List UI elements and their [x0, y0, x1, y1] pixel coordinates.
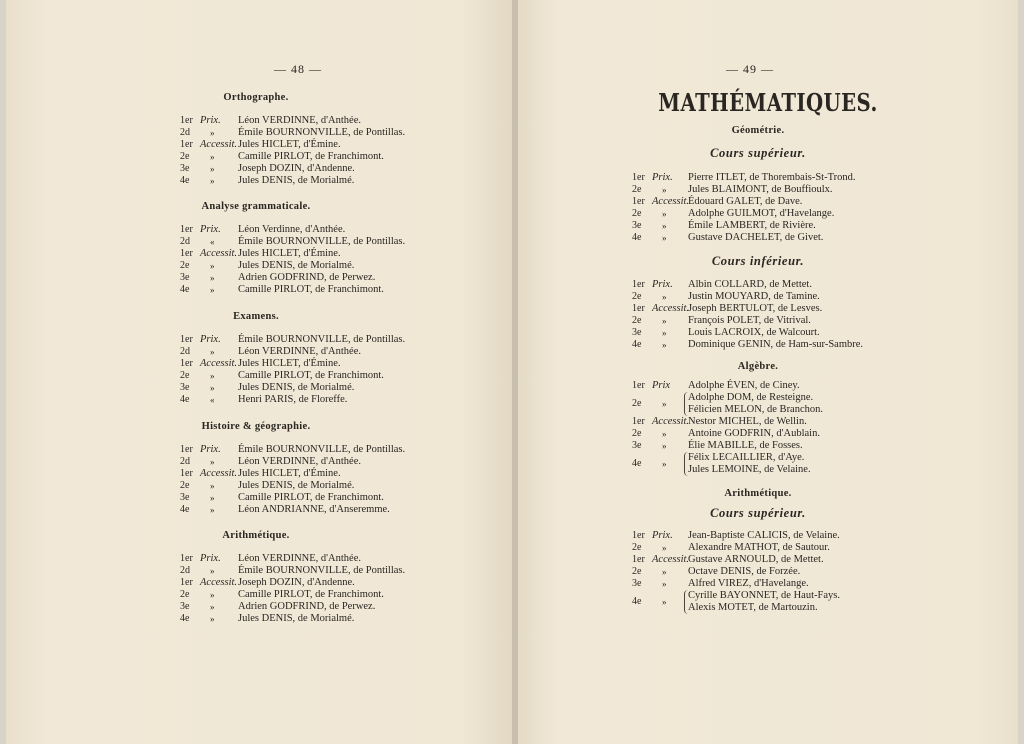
award: »: [210, 505, 215, 515]
laureate-name: Émile BOURNONVILLE, de Pontillas.: [238, 236, 406, 247]
page-number: — 48 —: [274, 62, 322, 76]
award: »: [210, 347, 215, 357]
award: »: [662, 221, 667, 231]
laureate-name: Léon ANDRIANNE, d'Anseremme.: [238, 504, 390, 515]
laureate-name: Jean-Baptiste CALICIS, de Velaine.: [688, 530, 840, 541]
laureate-name: Félix LECAILLIER, d'Aye.: [688, 452, 805, 463]
rank: 4e: [180, 284, 190, 295]
award: Accessit.: [200, 468, 238, 479]
rank: 2e: [180, 151, 190, 162]
laureate-name: Gustave ARNOULD, de Mettet.: [688, 554, 824, 565]
rank: 4e: [180, 394, 190, 405]
rank: 2e: [180, 260, 190, 271]
award: »: [662, 441, 667, 451]
award: »: [210, 273, 215, 283]
rank: 3e: [180, 272, 190, 283]
laureate-name: Camille PIRLOT, de Franchimont.: [238, 284, 384, 295]
laureate-name: Adolphe GUILMOT, d'Havelange.: [688, 208, 835, 219]
laureate-name: Joseph BERTULOT, de Lesves.: [688, 303, 823, 314]
laureate-name: Henri PARIS, de Floreffe.: [238, 394, 348, 405]
award: Accessit.: [200, 248, 238, 259]
award: «: [210, 395, 215, 405]
rank: 1er: [180, 358, 193, 369]
award: Prix.: [200, 115, 221, 126]
rank: 4e: [632, 458, 642, 469]
laureate-name: Jules DENIS, de Morialmé.: [238, 480, 355, 491]
laureate-name: Jules BLAIMONT, de Bouffioulx.: [688, 184, 833, 195]
page-49: [518, 0, 1018, 744]
page-title: MATHÉMATIQUES.: [658, 88, 878, 117]
laureate-name: Adolphe ÉVEN, de Ciney.: [688, 380, 800, 391]
section-title-arithmetique: Arithmétique.: [222, 530, 290, 541]
laureate-name: Nestor MICHEL, de Wellin.: [688, 416, 807, 427]
section-title-histoire: Histoire & géographie.: [201, 421, 311, 432]
rank: 4e: [632, 596, 642, 607]
laureate-name: Léon Verdinne, d'Anthée.: [238, 224, 346, 235]
award: Accessit.: [652, 416, 690, 427]
award: Accessit.: [652, 303, 690, 314]
award: Accessit.: [200, 139, 238, 150]
laureate-name: Jules DENIS, de Morialmé.: [238, 613, 355, 624]
rank: 2e: [632, 184, 642, 195]
subsection-title-cours-inferieur: Cours inférieur.: [711, 254, 805, 268]
rank: 4e: [180, 613, 190, 624]
laureate-name: Albin COLLARD, de Mettet.: [688, 279, 812, 290]
award: Prix.: [652, 530, 673, 541]
section-title-algebre: Algèbre.: [737, 361, 779, 372]
award: «: [210, 237, 215, 247]
rank: 1er: [632, 554, 645, 565]
award: Accessit.: [200, 577, 238, 588]
section-title-examens: Examens.: [233, 311, 279, 322]
rank: 1er: [632, 380, 645, 391]
rank: 3e: [180, 601, 190, 612]
rank: 2d: [180, 236, 190, 247]
laureate-name: Léon VERDINNE, d'Anthée.: [238, 115, 362, 126]
laureate-name: Jules HICLET, d'Émine.: [238, 248, 341, 259]
rank: 4e: [632, 232, 642, 243]
rank: 2e: [180, 370, 190, 381]
award: »: [210, 176, 215, 186]
rank: 1er: [632, 172, 645, 183]
award: »: [662, 328, 667, 338]
award: »: [662, 316, 667, 326]
award: »: [210, 590, 215, 600]
rank: 1er: [632, 279, 645, 290]
rank: 2e: [180, 480, 190, 491]
laureate-name: Émile LAMBERT, de Rivière.: [688, 220, 816, 231]
award: Prix.: [200, 334, 221, 345]
rank: 4e: [180, 175, 190, 186]
award: »: [662, 429, 667, 439]
award: »: [210, 493, 215, 503]
laureate-name: Joseph DOZIN, d'Andenne.: [238, 163, 355, 174]
rank: 3e: [632, 220, 642, 231]
award: Prix.: [652, 172, 673, 183]
laureate-name: Jules DENIS, de Morialmé.: [238, 175, 355, 186]
rank: 1er: [632, 196, 645, 207]
rank: 2e: [180, 589, 190, 600]
laureate-name: Antoine GODFRIN, d'Aublain.: [688, 428, 820, 439]
award: »: [662, 185, 667, 195]
award: »: [662, 209, 667, 219]
laureate-name: Jules HICLET, d'Émine.: [238, 358, 341, 369]
rank: 1er: [632, 416, 645, 427]
laureate-name: Louis LACROIX, de Walcourt.: [688, 327, 820, 338]
award: »: [662, 597, 667, 607]
award: »: [210, 152, 215, 162]
page-48: [6, 0, 512, 744]
section-title-orthographe: Orthographe.: [223, 92, 289, 103]
award: »: [210, 285, 215, 295]
laureate-name: Émile BOURNONVILLE, de Pontillas.: [238, 444, 406, 455]
rank: 3e: [632, 440, 642, 451]
laureate-name: Émile BOURNONVILLE, de Pontillas.: [238, 127, 406, 138]
laureate-name: Dominique GENIN, de Ham-sur-Sambre.: [688, 339, 864, 350]
laureate-name: Justin MOUYARD, de Tamine.: [688, 291, 820, 302]
rank: 1er: [180, 577, 193, 588]
laureate-name: Léon VERDINNE, d'Anthée.: [238, 346, 362, 357]
rank: 1er: [180, 248, 193, 259]
award: »: [210, 383, 215, 393]
award: »: [210, 371, 215, 381]
award: »: [662, 543, 667, 553]
laureate-name: Octave DENIS, de Forzée.: [688, 566, 801, 577]
award: Prix.: [200, 444, 221, 455]
laureate-name: Alexandre MATHOT, de Sautour.: [688, 542, 830, 553]
rank: 2d: [180, 127, 190, 138]
award: »: [210, 261, 215, 271]
award: »: [662, 399, 667, 409]
rank: 2e: [632, 315, 642, 326]
laureate-name: Jules DENIS, de Morialmé.: [238, 260, 355, 271]
laureate-name: Adolphe DOM, de Resteigne.: [688, 392, 814, 403]
rank: 1er: [180, 468, 193, 479]
rank: 2d: [180, 456, 190, 467]
rank: 1er: [180, 224, 193, 235]
award: »: [662, 340, 667, 350]
award: »: [662, 459, 667, 469]
rank: 3e: [632, 578, 642, 589]
rank: 1er: [632, 530, 645, 541]
laureate-name: Camille PIRLOT, de Franchimont.: [238, 492, 384, 503]
rank: 2d: [180, 346, 190, 357]
rank: 1er: [180, 334, 193, 345]
award: »: [210, 566, 215, 576]
rank: 2e: [632, 542, 642, 553]
laureate-name: Édouard GALET, de Dave.: [688, 196, 803, 207]
rank: 2e: [632, 398, 642, 409]
award: »: [210, 602, 215, 612]
award: Prix.: [200, 224, 221, 235]
award: »: [662, 567, 667, 577]
rank: 4e: [180, 504, 190, 515]
laureate-name: Félicien MELON, de Branchon.: [688, 404, 824, 415]
award: »: [210, 128, 215, 138]
laureate-name: Pierre ITLET, de Thorembais-St-Trond.: [688, 172, 856, 183]
award: »: [662, 292, 667, 302]
laureate-name: Jules LEMOINE, de Velaine.: [688, 464, 811, 475]
laureate-name: Camille PIRLOT, de Franchimont.: [238, 151, 384, 162]
section-title-arithmetique: Arithmétique.: [724, 488, 792, 499]
laureate-name: Camille PIRLOT, de Franchimont.: [238, 589, 384, 600]
laureate-name: Léon VERDINNE, d'Anthée.: [238, 553, 362, 564]
rank: 2e: [632, 208, 642, 219]
laureate-name: Camille PIRLOT, de Franchimont.: [238, 370, 384, 381]
laureate-name: François POLET, de Vitrival.: [688, 315, 811, 326]
laureate-name: Adrien GODFRIND, de Perwez.: [238, 272, 376, 283]
rank: 1er: [180, 553, 193, 564]
rank: 3e: [180, 492, 190, 503]
rank: 1er: [180, 139, 193, 150]
award: Prix.: [652, 279, 673, 290]
laureate-name: Cyrille BAYONNET, de Haut-Fays.: [688, 590, 840, 601]
laureate-name: Émile BOURNONVILLE, de Pontillas.: [238, 334, 406, 345]
laureate-name: Joseph DOZIN, d'Andenne.: [238, 577, 355, 588]
award: »: [662, 579, 667, 589]
laureate-name: Élie MABILLE, de Fosses.: [688, 440, 803, 451]
award: Accessit.: [200, 358, 238, 369]
laureate-name: Alexis MOTET, de Martouzin.: [688, 602, 818, 613]
rank: 1er: [632, 303, 645, 314]
laureate-name: Alfred VIREZ, d'Havelange.: [688, 578, 809, 589]
rank: 3e: [632, 327, 642, 338]
subsection-title-cours-superieur: Cours supérieur.: [710, 146, 806, 160]
laureate-name: Léon VERDINNE, d'Anthée.: [238, 456, 362, 467]
section-title-analyse: Analyse grammaticale.: [201, 201, 311, 212]
laureate-name: Émile BOURNONVILLE, de Pontillas.: [238, 565, 406, 576]
rank: 3e: [180, 382, 190, 393]
rank: 2e: [632, 291, 642, 302]
rank: 2e: [632, 566, 642, 577]
laureate-name: Jules DENIS, de Morialmé.: [238, 382, 355, 393]
award: Accessit.: [652, 554, 690, 565]
award: »: [210, 614, 215, 624]
laureate-name: Jules HICLET, d'Émine.: [238, 468, 341, 479]
laureate-name: Gustave DACHELET, de Givet.: [688, 232, 824, 243]
laureate-name: Jules HICLET, d'Émine.: [238, 139, 341, 150]
rank: 2d: [180, 565, 190, 576]
award: Accessit.: [652, 196, 690, 207]
rank: 1er: [180, 115, 193, 126]
award: »: [210, 164, 215, 174]
section-title-geometrie: Géométrie.: [731, 125, 785, 136]
page-number: — 49 —: [726, 62, 774, 76]
rank: 1er: [180, 444, 193, 455]
award: Prix.: [200, 553, 221, 564]
award: Prix: [652, 380, 671, 391]
rank: 3e: [180, 163, 190, 174]
rank: 2e: [632, 428, 642, 439]
award: »: [210, 457, 215, 467]
award: »: [662, 233, 667, 243]
subsection-title-cours-superieur: Cours supérieur.: [710, 506, 806, 520]
rank: 4e: [632, 339, 642, 350]
award: »: [210, 481, 215, 491]
laureate-name: Adrien GODFRIND, de Perwez.: [238, 601, 376, 612]
